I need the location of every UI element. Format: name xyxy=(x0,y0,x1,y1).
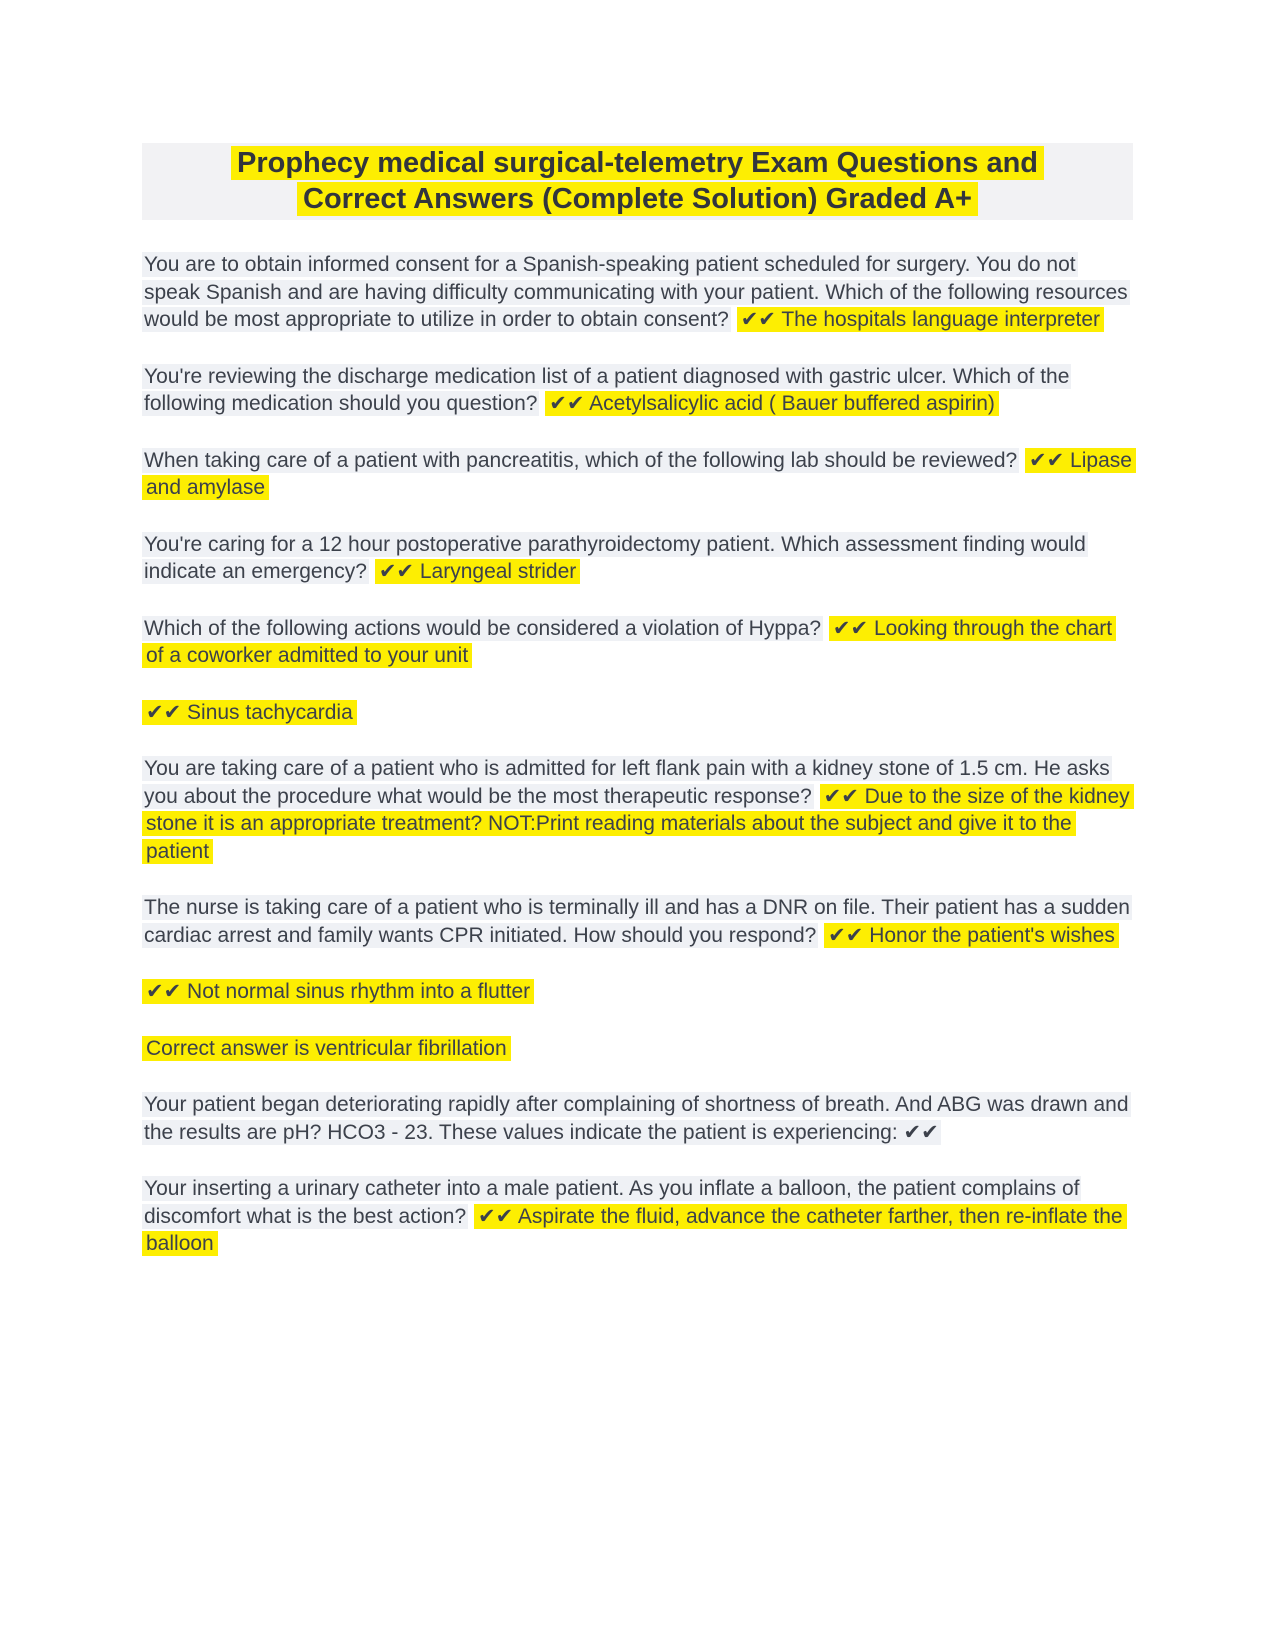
answer-highlight: ✔✔ Aspirate the fluid, advance the catheter farther, then re-inflate the balloon xyxy=(142,1204,1127,1257)
qa-paragraph xyxy=(142,755,1133,865)
qa-paragraph xyxy=(142,894,1133,949)
question-text: Your inserting a urinary catheter into a male patient. As you inflate a balloon, the patient complains of discomfort what is the best action? xyxy=(144,1177,1080,1228)
answer-highlight: ✔✔ Acetylsalicylic acid ( Bauer buffered aspirin) xyxy=(545,391,999,416)
answer-highlight: Correct answer is ventricular fibrillation xyxy=(142,1036,511,1061)
question-text: You are taking care of a patient who is admitted for left flank pain with a kidney stone of 1.5 cm. He asks you about the procedure what would be the most therapeutic response? xyxy=(144,757,1110,808)
answer-highlight: ✔✔ Looking through the chart of a coworker admitted to your unit xyxy=(142,616,1116,669)
qa-list xyxy=(142,251,1133,1258)
question-text: The nurse is taking care of a patient who is terminally ill and has a DNR on file. Their patient has a sudden cardiac arrest and family wants CPR initiated. How should you respond? xyxy=(144,896,1130,947)
answer-highlight: ✔✔ Honor the patient's wishes xyxy=(824,923,1119,948)
qa-paragraph xyxy=(142,615,1133,670)
question-text: You're reviewing the discharge medication list of a patient diagnosed with gastric ulcer. Which of the following medication should you question? xyxy=(144,364,1070,415)
title-block xyxy=(142,143,1133,220)
qa-paragraph xyxy=(142,699,1133,727)
answer-highlight: ✔✔ Laryngeal strider xyxy=(375,559,580,584)
answer-highlight: ✔✔ Not normal sinus rhythm into a flutter xyxy=(142,979,534,1004)
answer-highlight: ✔✔ Sinus tachycardia xyxy=(142,700,357,725)
answer-highlight: ✔✔ The hospitals language interpreter xyxy=(737,307,1104,332)
question-text: You're caring for a 12 hour postoperative parathyroidectomy patient. Which assessment finding would indicate an emergency? xyxy=(144,532,1086,583)
question-text: When taking care of a patient with pancreatitis, which of the following lab should be reviewed? xyxy=(144,448,1018,472)
qa-paragraph xyxy=(142,1091,1133,1146)
answer-highlight: ✔✔ Due to the size of the kidney stone it is an appropriate treatment? NOT:Print reading materials about the subject and give it to the patient xyxy=(142,784,1134,864)
qa-paragraph xyxy=(142,978,1133,1006)
qa-paragraph xyxy=(142,531,1133,586)
document-title xyxy=(142,145,1133,217)
qa-paragraph xyxy=(142,363,1133,418)
qa-paragraph xyxy=(142,1175,1133,1258)
title-line-2: Correct Answers (Complete Solution) Graded A+ xyxy=(297,182,978,216)
question-text: Your patient began deteriorating rapidly after complaining of shortness of breath. And ABG was drawn and the results are pH? HCO3 - 23. These values indicate the patient is experiencing: ✔✔ xyxy=(144,1093,1129,1144)
question-text: Which of the following actions would be considered a violation of Hyppa? xyxy=(144,616,822,640)
qa-paragraph xyxy=(142,447,1133,502)
qa-paragraph xyxy=(142,251,1133,334)
question-text: You are to obtain informed consent for a Spanish-speaking patient scheduled for surgery. You do not speak Spanish and are having difficulty communicating with your patient. Which of the following resources would be most appropriate to utilize in order to obtain consent? xyxy=(144,253,1128,331)
qa-paragraph xyxy=(142,1035,1133,1063)
title-line-1: Prophecy medical surgical-telemetry Exam Questions and xyxy=(231,146,1044,180)
answer-highlight: ✔✔ Lipase and amylase xyxy=(142,448,1136,501)
